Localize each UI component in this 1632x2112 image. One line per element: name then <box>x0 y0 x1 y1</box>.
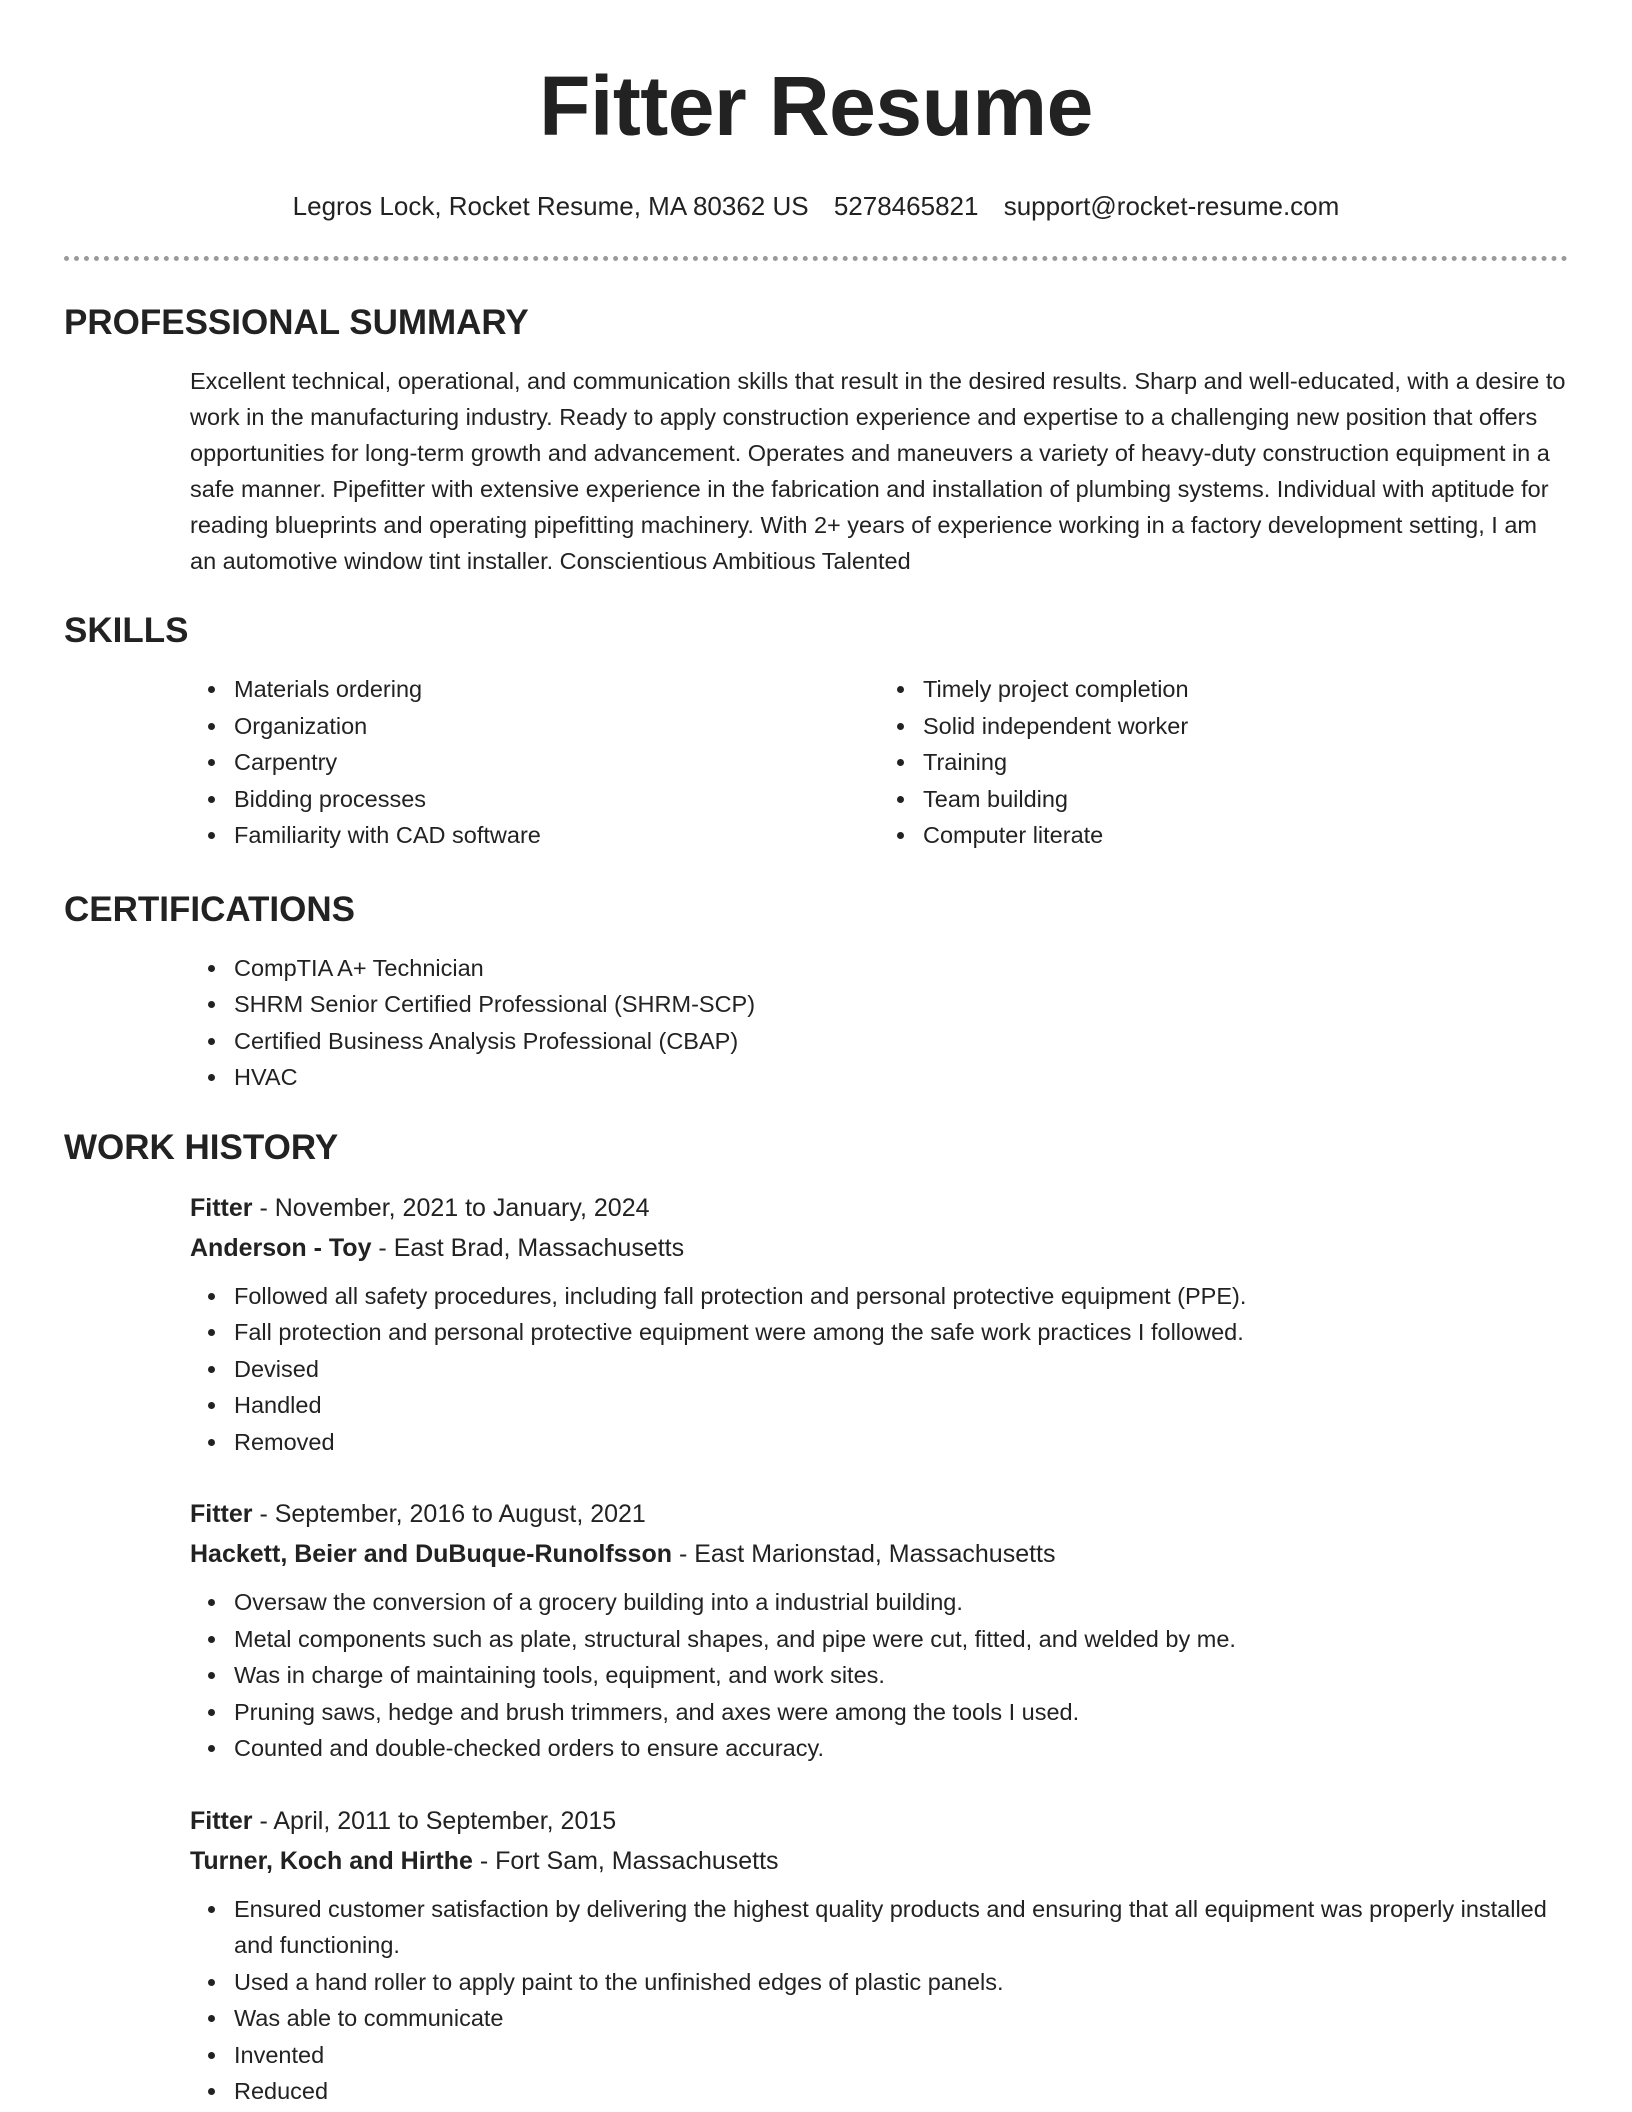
job-duty: Followed all safety procedures, including fall protection and personal protective equipment (PPE). <box>234 1278 1568 1315</box>
skill-item: Team building <box>923 781 1568 818</box>
job-title: Fitter <box>190 1193 253 1222</box>
job-separator: - <box>252 1500 275 1528</box>
contact-phone: 5278465821 <box>833 191 979 221</box>
contact-info <box>64 190 1568 222</box>
summary-section <box>64 301 1568 579</box>
job-location: East Marionstad, Massachusetts <box>694 1540 1056 1568</box>
job-duty: Fall protection and personal protective equipment were among the safe work practices I followed. <box>234 1314 1568 1351</box>
job-duty: Devised <box>234 1351 1568 1388</box>
job-title: Fitter <box>190 1500 253 1528</box>
job-duties-list <box>190 1278 1568 1461</box>
skills-section <box>64 609 1568 854</box>
job-duty: Handled <box>234 1387 1568 1424</box>
job-company-line <box>190 1534 1568 1574</box>
skill-item: Timely project completion <box>923 671 1568 708</box>
job-entry <box>190 1188 1568 1461</box>
job-duty: Used a hand roller to apply paint to the unfinished edges of plastic panels. <box>234 1964 1568 2001</box>
skills-list-right <box>879 671 1568 854</box>
certification-item: HVAC <box>234 1059 1568 1096</box>
job-duty: Was in charge of maintaining tools, equipment, and work sites. <box>234 1657 1568 1694</box>
skills-columns <box>190 671 1568 854</box>
job-location: Fort Sam, Massachusetts <box>495 1846 779 1875</box>
job-separator: - <box>252 1806 274 1835</box>
job-separator: - <box>252 1193 275 1222</box>
job-duty: Invented <box>234 2037 1568 2074</box>
job-entry <box>190 1494 1568 1767</box>
certifications-list <box>190 950 1568 1096</box>
job-duties-list <box>190 1584 1568 1767</box>
skill-item: Training <box>923 744 1568 781</box>
job-entry <box>190 1801 1568 2110</box>
job-duty: Was able to communicate <box>234 2000 1568 2037</box>
resume-title: Fitter Resume <box>539 59 1093 153</box>
header-divider <box>64 256 1568 261</box>
job-separator: - <box>472 1846 496 1875</box>
certification-item: SHRM Senior Certified Professional (SHRM-SCP) <box>234 986 1568 1023</box>
job-duty: Oversaw the conversion of a grocery building into a industrial building. <box>234 1584 1568 1621</box>
skill-item: Solid independent worker <box>923 708 1568 745</box>
job-title-line <box>190 1494 1568 1534</box>
job-dates: April, 2011 to September, 2015 <box>273 1806 617 1835</box>
job-company: Anderson - Toy <box>190 1233 372 1262</box>
job-duties-list <box>190 1891 1568 2110</box>
job-dates: September, 2016 to August, 2021 <box>274 1500 646 1528</box>
job-company-line <box>190 1841 1568 1881</box>
certification-item: CompTIA A+ Technician <box>234 950 1568 987</box>
certifications-section <box>64 888 1568 1096</box>
resume-page <box>64 0 1568 2110</box>
job-separator: - <box>371 1233 394 1262</box>
skill-item: Carpentry <box>234 744 879 781</box>
work-history-section <box>64 1126 1568 2110</box>
contact-email: support@rocket-resume.com <box>1003 191 1340 221</box>
job-company: Hackett, Beier and DuBuque-Runolfsson <box>190 1540 672 1568</box>
job-title-line <box>190 1801 1568 1841</box>
job-duty: Removed <box>234 1424 1568 1461</box>
skill-item: Organization <box>234 708 879 745</box>
job-duty: Ensured customer satisfaction by delivering the highest quality products and ensuring that all equipment was properly installed and functioning. <box>234 1891 1568 1964</box>
work-history-heading: WORK HISTORY <box>64 1127 339 1167</box>
job-company: Turner, Koch and Hirthe <box>190 1846 473 1875</box>
skills-heading: SKILLS <box>64 611 189 650</box>
skill-item: Computer literate <box>923 817 1568 854</box>
summary-text: Excellent technical, operational, and communication skills that result in the desired results. Sharp and well-educated, with a desire to work in the manufacturing industry. Ready to apply construction experience and expertise to a challenging new position that offers opportunities for long-term growth and advancement. Operates and maneuvers a variety of heavy-duty construction equipment in a safe manner. Pipefitter with extensive experience in the fabrication and installation of plumbing systems. Individual with aptitude for reading blueprints and operating pipefitting machinery. With 2+ years of experience working in a factory development setting, I am an automotive window tint installer. Conscientious Ambitious Talented <box>190 368 1566 574</box>
skill-item: Materials ordering <box>234 671 879 708</box>
job-separator: - <box>672 1540 695 1568</box>
job-title: Fitter <box>190 1806 253 1835</box>
job-company-line <box>190 1228 1568 1268</box>
skills-list-left <box>190 671 879 854</box>
job-duty: Counted and double-checked orders to ensure accuracy. <box>234 1730 1568 1767</box>
job-duty: Reduced <box>234 2073 1568 2110</box>
certifications-heading: CERTIFICATIONS <box>64 889 356 929</box>
job-title-line <box>190 1188 1568 1228</box>
skill-item: Bidding processes <box>234 781 879 818</box>
job-location: East Brad, Massachusetts <box>393 1233 685 1262</box>
job-duty: Metal components such as plate, structural shapes, and pipe were cut, fitted, and welded by me. <box>234 1621 1568 1658</box>
summary-heading: PROFESSIONAL SUMMARY <box>64 303 529 342</box>
job-dates: November, 2021 to January, 2024 <box>274 1193 650 1222</box>
skill-item: Familiarity with CAD software <box>234 817 879 854</box>
certification-item: Certified Business Analysis Professional (CBAP) <box>234 1023 1568 1060</box>
contact-address: Legros Lock, Rocket Resume, MA 80362 US <box>292 191 809 221</box>
job-duty: Pruning saws, hedge and brush trimmers, and axes were among the tools I used. <box>234 1694 1568 1731</box>
